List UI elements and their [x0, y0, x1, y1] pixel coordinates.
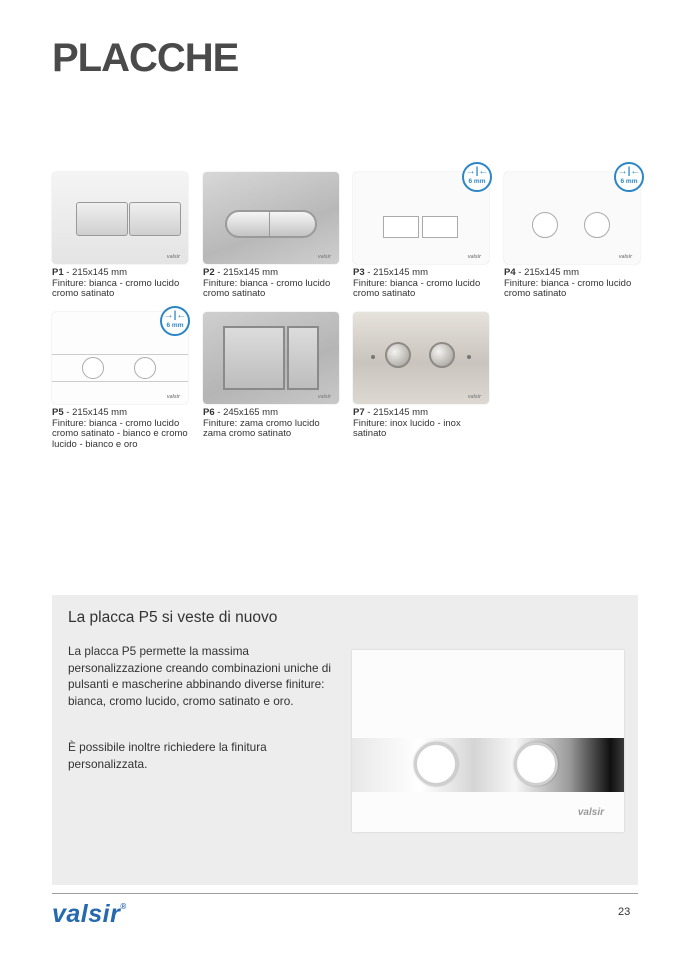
plate-image-p2 [203, 172, 339, 264]
feature-paragraph: È possibile inoltre richiedere la finitura personalizzata. [68, 740, 267, 771]
product-caption: P6 - 245x165 mm Finiture: zama cromo lucido zama cromo satinato [203, 407, 320, 439]
product-card-p4 [504, 172, 642, 300]
product-card-p2 [203, 172, 341, 300]
plate-brand: valsir [618, 254, 632, 260]
plate-brand: valsir [467, 254, 481, 260]
product-card-p1 [52, 172, 190, 300]
feature-panel [52, 595, 638, 885]
product-card-p7 [353, 312, 491, 440]
product-caption: P3 - 215x145 mm Finiture: bianca - cromo lucido cromo satinato [353, 267, 481, 299]
valsir-logo: valsir® [52, 900, 127, 928]
plate-brand: valsir [317, 394, 331, 400]
flush-button-left [414, 742, 458, 786]
product-card-p6 [203, 312, 341, 440]
page-title: PLACCHE [52, 36, 239, 80]
page-number: 23 [618, 906, 631, 918]
product-card-p3 [353, 172, 491, 300]
plate-brand: valsir [467, 394, 481, 400]
plate-image-p6 [203, 312, 339, 404]
product-caption: P1 - 215x145 mm Finiture: bianca - cromo lucido cromo satinato [52, 267, 180, 299]
plate-brand: valsir [166, 394, 180, 400]
feature-heading: La placca P5 si veste di nuovo [68, 609, 278, 626]
p5-feature-image [352, 650, 624, 832]
plate-brand: valsir [166, 254, 180, 260]
plate-image-p7 [353, 312, 489, 404]
product-caption: P4 - 215x145 mm Finiture: bianca - cromo lucido cromo satinato [504, 267, 632, 299]
product-caption: P2 - 215x145 mm Finiture: bianca - cromo lucido cromo satinato [203, 267, 331, 299]
thickness-badge-icon: →|← 6 mm [462, 162, 492, 192]
product-caption: P5 - 215x145 mm Finiture: bianca - cromo lucido cromo satinato - bianco e cromo lucido - bianco e oro [52, 407, 188, 450]
plate-image-p1 [52, 172, 188, 264]
thickness-badge-icon: →|← 6 mm [160, 306, 190, 336]
product-caption: P7 - 215x145 mm Finiture: inox lucido - inox satinato [353, 407, 461, 439]
chrome-band [352, 738, 624, 792]
footer-rule [52, 893, 638, 894]
thickness-badge-icon: →|← 6 mm [614, 162, 644, 192]
feature-paragraph: La placca P5 permette la massima personalizzazione creando combinazioni uniche di pulsanti e mascherine abbinando diverse finiture: bianca, cromo lucido, cromo satinato e oro. [68, 644, 331, 708]
flush-button-right [514, 742, 558, 786]
plate-brand: valsir [317, 254, 331, 260]
plate-brand: valsir [577, 807, 604, 818]
